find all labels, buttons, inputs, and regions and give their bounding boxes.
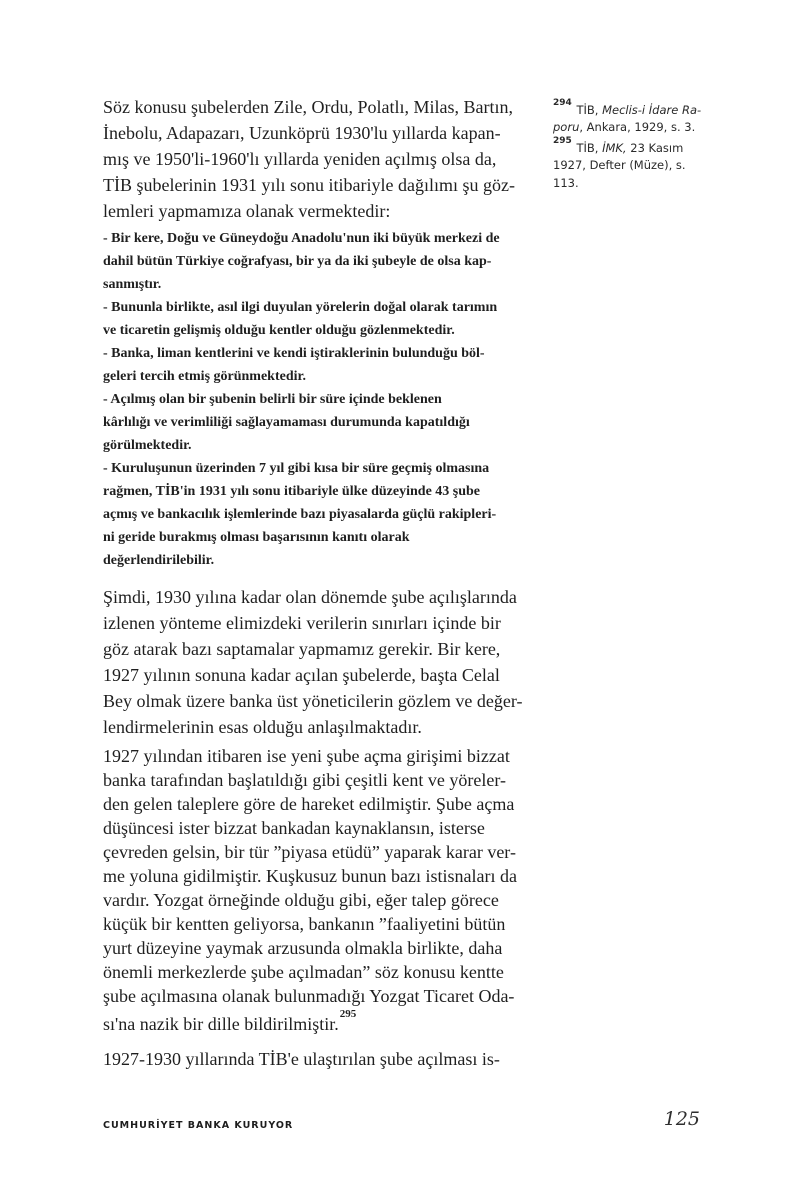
text-line: banka tarafından başlatıldığı gibi çeşitli kent ve yöreler- <box>103 770 506 790</box>
text-line: küçük bir kentten geliyorsa, bankanın ”faaliyetini bütün <box>103 914 506 934</box>
observation-item <box>103 457 540 572</box>
text-line: 1927, Defter (Müze), s. <box>553 158 686 173</box>
text-line: me yoluna gidilmiştir. Kuşkusuz bunun bazı istisnaları da <box>103 866 517 886</box>
text-line: sı'na nazik bir dille bildirilmiştir.$^{295}$ <box>103 1008 357 1034</box>
text-line: kârlılığı ve verimliliği sağlayamaması durumunda kapatıldığı <box>103 415 470 430</box>
text-line: den gelen taleplere göre de hareket edilmiştir. Şube açma <box>103 794 515 814</box>
text-line: poru, Ankara, 1929, s. 3. <box>553 120 696 135</box>
paragraph-branch-initiatives <box>103 744 540 1036</box>
text-line: görülmektedir. <box>103 438 192 453</box>
text-line: açmış ve bankacılık işlemlerinde bazı piyasalarda güçlü rakipleri- <box>103 507 497 522</box>
footnote-reference: 295 <box>339 1008 357 1020</box>
observation-item <box>103 296 540 342</box>
text-line: Bey olmak üzere banka üst yöneticilerin gözlem ve değer- <box>103 691 523 711</box>
footnote-number: 294 <box>553 98 572 108</box>
observation-item <box>103 227 540 296</box>
text-line: lemleri yapmamıza olanak vermektedir: <box>103 201 391 221</box>
paragraph-closing <box>103 1046 540 1072</box>
text-line: ve ticaretin gelişmiş olduğu kentler olduğu gözlenmektedir. <box>103 323 455 338</box>
text-line: İnebolu, Adapazarı, Uzunköprü 1930'lu yıllarda kapan- <box>103 123 501 143</box>
footnote-item <box>553 99 719 137</box>
text-line: - Kuruluşunun üzerinden 7 yıl gibi kısa bir süre geçmiş olmasına <box>103 461 490 476</box>
text-line: - Bununla birlikte, asıl ilgi duyulan yörelerin doğal olarak tarımın <box>103 300 498 315</box>
text-line: - Banka, liman kentlerini ve kendi iştiraklerinin bulunduğu böl- <box>103 346 485 361</box>
text-line: - Bir kere, Doğu ve Güneydoğu Anadolu'nun iki büyük merkezi de <box>103 231 500 246</box>
text-line: yurt düzeyine yaymak arzusunda olmakla birlikte, daha <box>103 938 503 958</box>
text-line: lendirmelerinin esas olduğu anlaşılmaktadır. <box>103 717 422 737</box>
footnote-work-title: Meclis-i İdare Ra- <box>602 102 702 117</box>
text-line: ni geride burakmış olması başarısının kanıtı olarak <box>103 530 410 545</box>
text-line: Söz konusu şubelerden Zile, Ordu, Polatlı, Milas, Bartın, <box>103 97 513 117</box>
text-line: 113. <box>553 175 579 190</box>
text-line: dahil bütün Türkiye coğrafyası, bir ya da iki şubeyle de olsa kap- <box>103 254 492 269</box>
observations-list <box>103 227 540 572</box>
page-number: 125 <box>663 1108 700 1130</box>
text-line: TİB şubelerinin 1931 yılı sonu itibariyle dağılımı şu göz- <box>103 175 515 195</box>
text-line: mış ve 1950'li-1960'lı yıllarda yeniden açılmış olsa da, <box>103 149 497 169</box>
text-line: önemli merkezlerde şube açılmadan” söz konusu kentte <box>103 962 504 982</box>
observation-item <box>103 342 540 388</box>
text-line: 1927-1930 yıllarında TİB'e ulaştırılan şube açılması is- <box>103 1049 500 1069</box>
footnote-work-title: poru <box>553 120 580 135</box>
footnote-number: 295 <box>553 135 572 146</box>
text-line: geleri tercih etmiş görünmektedir. <box>103 369 306 384</box>
text-line: izlenen yönteme elimizdeki verilerin sınırları içinde bir <box>103 613 501 633</box>
text-line: düşüncesi ister bizzat bankadan kaynaklansın, isterse <box>103 818 485 838</box>
paragraph-method-overview <box>103 584 540 740</box>
text-line: rağmen, TİB'in 1931 yılı sonu itibariyle ülke düzeyinde 43 şube <box>103 484 481 499</box>
text-line: çevreden gelsin, bir tür ”piyasa etüdü” yaparak karar ver- <box>103 842 516 862</box>
text-line: 1927 yılının sonuna kadar açılan şubelerde, başta Celal <box>103 665 500 685</box>
observation-item <box>103 388 540 457</box>
text-line: şube açılmasına olanak bulunmadığı Yozgat Ticaret Oda- <box>103 986 515 1006</box>
footnote-work-title: İMK, <box>602 140 627 155</box>
text-line: 1927 yılından itibaren ise yeni şube açma girişimi bizzat <box>103 746 510 766</box>
running-footer-title: CUMHURİYET BANKA KURUYOR <box>103 1120 294 1131</box>
text-line: vardır. Yozgat örneğinde olduğu gibi, eğer talep görece <box>103 890 499 910</box>
text-line: değerlendirilebilir. <box>103 553 215 568</box>
paragraph-branch-distribution <box>103 94 540 224</box>
text-line: sanmıştır. <box>103 277 162 292</box>
text-line: göz atarak bazı saptamalar yapmamız gerekir. Bir kere, <box>103 639 501 659</box>
text-line: $^{295}$ TİB, İMK, 23 Kasım <box>553 135 684 155</box>
text-line: Şimdi, 1930 yılına kadar olan dönemde şube açılışlarında <box>103 587 517 607</box>
footnotes-column <box>553 99 719 192</box>
footnote-item <box>553 137 719 192</box>
text-line: - Açılmış olan bir şubenin belirli bir süre içinde beklenen <box>103 392 442 407</box>
text-line: $^{294}$ TİB, Meclis-i İdare Ra- <box>553 98 702 117</box>
